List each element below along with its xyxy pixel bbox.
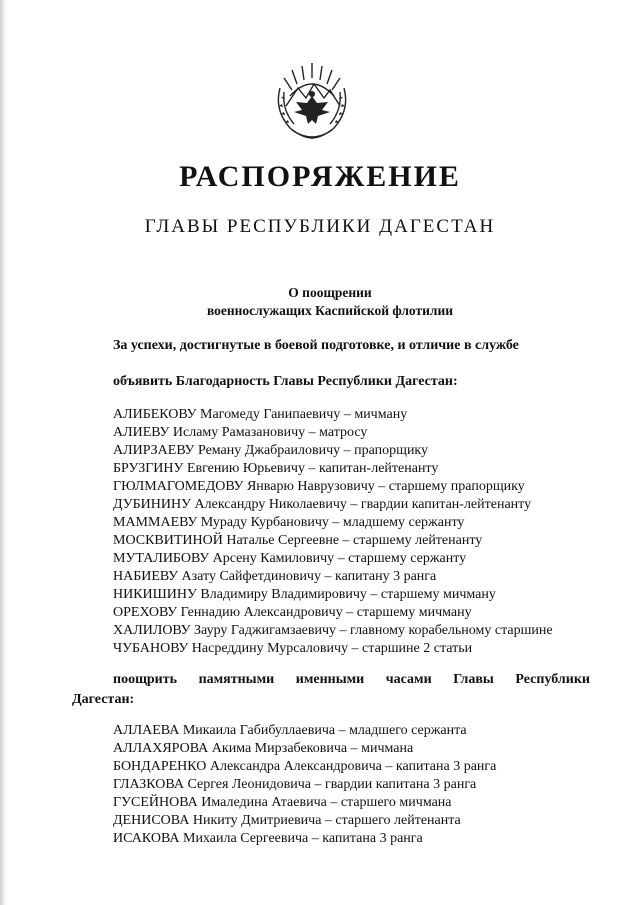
gratitude-heading: объявить Благодарность Главы Республики Дагестан: [113,374,458,389]
list-item: ХАЛИЛОВУ Зауру Гаджигамзаевичу – главному корабельному старшине [113,623,553,638]
list-item: НИКИШИНУ Владимиру Владимировичу – старшему мичману [113,587,496,602]
list-item: НАБИЕВУ Азату Сайфетдиновичу – капитану 3 ранга [113,569,437,584]
list-item: МУТАЛИБОВУ Арсену Камиловичу – старшему сержанту [113,551,467,566]
list-item: БОНДАРЕНКО Александра Александровича – капитана 3 ранга [113,759,497,774]
word: часами [385,672,432,687]
list-item: АЛЛАХЯРОВА Акима Мирзабековича – мичмана [113,741,414,756]
reason-paragraph: За успехи, достигнутые в боевой подготовке, и отличие в службе [113,338,519,353]
word: Главы [453,672,494,687]
list-item: ДУБИНИНУ Александру Николаевичу – гвардии капитан-лейтенанту [113,497,532,512]
list-item: ИСАКОВА Михаила Сергеевича – капитана 3 ранга [113,831,423,846]
word: именными [295,672,365,687]
list-item: ЧУБАНОВУ Насреддину Мурсаловичу – старшине 2 статьи [113,641,473,656]
word: Республики [515,672,590,687]
topic-line-1: О поощрении [288,285,372,300]
list-item: МОСКВИТИНОЙ Наталье Сергеевне – старшему лейтенанту [113,533,483,548]
topic-line-2: военнослужащих Каспийской флотилии [206,303,454,318]
document-title: РАСПОРЯЖЕНИЕ [179,160,461,193]
watch-award-paragraph [72,670,590,710]
list-item: АЛИРЗАЕВУ Реману Джабраиловичу – прапорщику [113,443,429,458]
scan-edge-shadow [0,0,6,905]
list-item: АЛЛАЕВА Микаила Габибуллаевича – младшего сержанта [113,723,467,738]
list-item: АЛИЕВУ Исламу Рамазановичу – матросу [113,425,368,440]
list-item: АЛИБЕКОВУ Магомеду Ганипаевичу – мичману [113,407,408,422]
watch-award-line-2: Дагестан: [72,692,135,707]
document-topic [150,284,510,320]
watch-award-line-1 [72,670,590,690]
word: памятными [198,672,275,687]
list-item: ОРЕХОВУ Геннадию Александровичу – старшему мичману [113,605,472,620]
document-subtitle: ГЛАВЫ РЕСПУБЛИКИ ДАГЕСТАН [144,216,496,237]
list-item: ГЮЛМАГОМЕДОВУ Январю Наврузовичу – старшему прапорщику [113,479,525,494]
list-item: ДЕНИСОВА Никиту Дмитриевича – старшего лейтенанта [113,813,461,828]
watch-list [113,722,496,848]
list-item: ГУСЕЙНОВА Ималедина Атаевича – старшего мичмана [113,795,452,810]
gratitude-list [113,406,553,658]
list-item: ГЛАЗКОВА Сергея Леонидовича – гвардии капитана 3 ранга [113,777,477,792]
list-item: МАММАЕВУ Мураду Курбановичу – младшему сержанту [113,515,465,530]
word: поощрить [113,672,178,687]
coat-of-arms-icon [262,48,362,148]
list-item: БРУЗГИНУ Евгению Юрьевичу – капитан-лейтенанту [113,461,439,476]
